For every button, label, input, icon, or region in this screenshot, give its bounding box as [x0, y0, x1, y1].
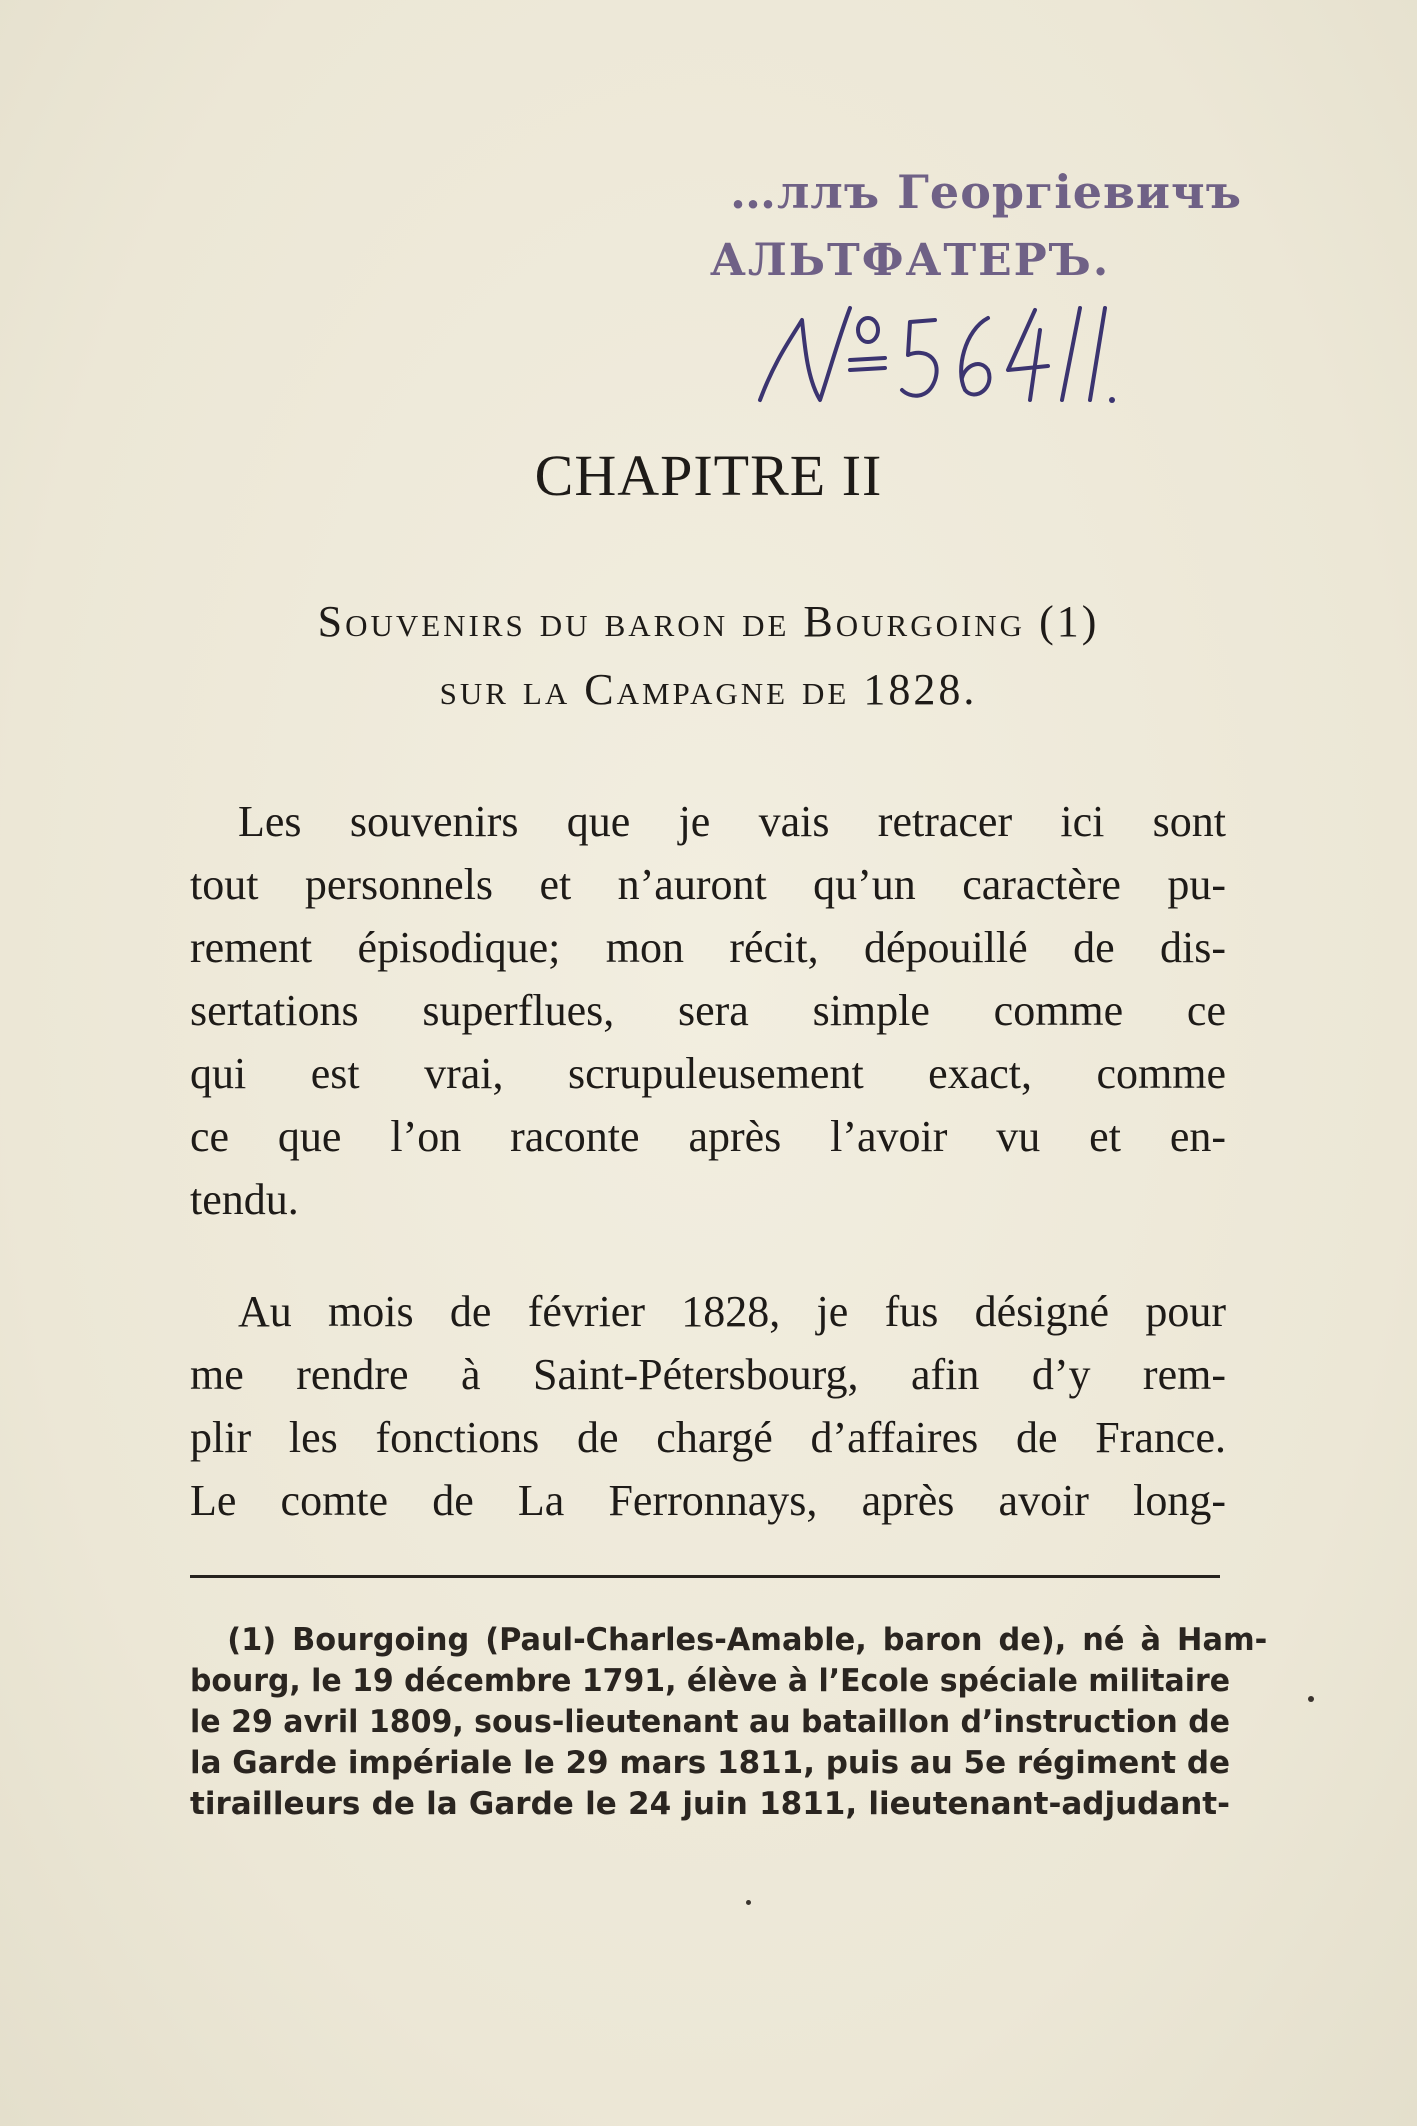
stamp-owner-name: …ллъ Георгіевичъ — [730, 165, 1243, 219]
text-line: Au mois de février 1828, je fus désigné pour — [238, 1287, 1226, 1336]
paragraph-2 — [190, 1280, 1226, 1532]
footnote-line: (1) Bourgoing (Paul-Charles-Amable, baron de), né à Ham- — [227, 1622, 1268, 1658]
text-line: Le comte de La Ferronnays, après avoir long- — [190, 1476, 1226, 1525]
text-line: Les souvenirs que je vais retracer ici sont — [238, 797, 1226, 846]
paper-speck — [746, 1900, 751, 1905]
text-line: sertations superflues, sera simple comme ce — [190, 986, 1226, 1035]
footnote-divider — [190, 1575, 1220, 1578]
stamp-owner-surname: АЛЬТФАТЕРЪ. — [710, 235, 1111, 286]
footnote-line: tirailleurs de la Garde le 24 juin 1811, lieutenant-adjudant- — [190, 1786, 1230, 1822]
chapter-subtitle-line2: sur la Campagne de 1828. — [439, 665, 978, 714]
footnote-line: le 29 avril 1809, sous-lieutenant au bataillon d’instruction de — [190, 1704, 1231, 1740]
footnote — [190, 1620, 1268, 1825]
paragraph-1 — [190, 790, 1226, 1231]
number-period — [1109, 397, 1115, 403]
text-line: rement épisodique; mon récit, dépouillé de dis- — [190, 923, 1226, 972]
footnote-line: la Garde impériale le 29 mars 1811, puis au 5e régiment de — [190, 1745, 1231, 1781]
text-line: tendu. — [190, 1175, 299, 1224]
footnote-line: bourg, le 19 décembre 1791, élève à l’Ecole spéciale militaire — [190, 1663, 1230, 1699]
text-line: tout personnels et n’auront qu’un caractère pu- — [190, 860, 1226, 909]
paper-speck — [1308, 1696, 1314, 1702]
text-line: ce que l’on raconte après l’avoir vu et en- — [190, 1112, 1226, 1161]
chapter-title: CHAPITRE II — [534, 443, 883, 508]
text-line: me rendre à Saint-Pétersbourg, afin d’y rem- — [190, 1350, 1226, 1399]
text-line: qui est vrai, scrupuleusement exact, comme — [190, 1049, 1226, 1098]
handwritten-inventory-number — [750, 300, 1130, 420]
chapter-subtitle-line1: Souvenirs du baron de Bourgoing (1) — [317, 597, 1100, 646]
text-line: plir les fonctions de chargé d’affaires de France. — [190, 1413, 1226, 1462]
